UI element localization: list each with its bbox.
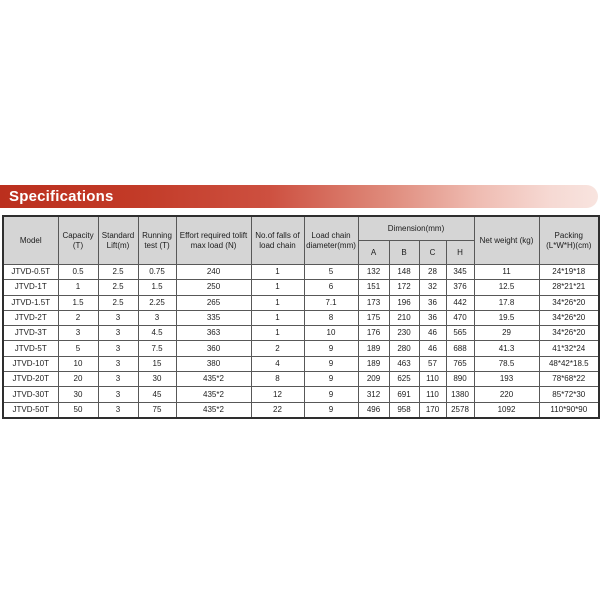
table-cell: 2.25 xyxy=(138,295,176,310)
table-cell: 3 xyxy=(98,372,138,387)
column-header-net-weight: Net weight (kg) xyxy=(474,216,539,265)
column-header-standard-lift: Standard Lift(m) xyxy=(98,216,138,265)
table-cell: 75 xyxy=(138,402,176,418)
table-cell: 3 xyxy=(138,310,176,325)
table-row xyxy=(3,341,599,356)
table-cell: 34*26*20 xyxy=(539,310,599,325)
table-cell: JTVD-2T xyxy=(3,310,58,325)
table-cell: 435*2 xyxy=(176,387,251,402)
table-cell: 463 xyxy=(389,356,419,371)
table-cell: 8 xyxy=(251,372,304,387)
table-cell: JTVD-1T xyxy=(3,280,58,295)
table-cell: 4 xyxy=(251,356,304,371)
column-header-dim-h: H xyxy=(446,241,474,265)
table-cell: 625 xyxy=(389,372,419,387)
table-cell: 1 xyxy=(251,295,304,310)
table-cell: 36 xyxy=(419,295,446,310)
table-cell: 360 xyxy=(176,341,251,356)
table-row xyxy=(3,387,599,402)
table-cell: 3 xyxy=(98,326,138,341)
table-cell: 0.5 xyxy=(58,265,98,280)
table-cell: 5 xyxy=(58,341,98,356)
table-cell: 189 xyxy=(358,341,389,356)
table-cell: 435*2 xyxy=(176,372,251,387)
table-cell: 765 xyxy=(446,356,474,371)
table-cell: 110 xyxy=(419,387,446,402)
table-cell: JTVD-20T xyxy=(3,372,58,387)
table-cell: 1092 xyxy=(474,402,539,418)
table-cell: 173 xyxy=(358,295,389,310)
table-cell: 2.5 xyxy=(98,265,138,280)
table-cell: 11 xyxy=(474,265,539,280)
column-header-capacity: Capacity (T) xyxy=(58,216,98,265)
table-cell: 22 xyxy=(251,402,304,418)
table-cell: 565 xyxy=(446,326,474,341)
table-cell: 6 xyxy=(304,280,358,295)
table-cell: 3 xyxy=(98,356,138,371)
table-cell: 30 xyxy=(138,372,176,387)
table-cell: 78*68*22 xyxy=(539,372,599,387)
column-header-dim-a: A xyxy=(358,241,389,265)
table-cell: 1 xyxy=(251,280,304,295)
table-cell: 46 xyxy=(419,341,446,356)
table-cell: 3 xyxy=(58,326,98,341)
table-cell: 312 xyxy=(358,387,389,402)
table-cell: 78.5 xyxy=(474,356,539,371)
table-cell: 240 xyxy=(176,265,251,280)
table-cell: 28*21*21 xyxy=(539,280,599,295)
table-cell: 10 xyxy=(304,326,358,341)
table-cell: 29 xyxy=(474,326,539,341)
table-cell: 46 xyxy=(419,326,446,341)
table-cell: 470 xyxy=(446,310,474,325)
table-cell: 2.5 xyxy=(98,280,138,295)
table-cell: 958 xyxy=(389,402,419,418)
section-title: Specifications xyxy=(9,188,114,205)
table-cell: 45 xyxy=(138,387,176,402)
table-cell: 1.5 xyxy=(138,280,176,295)
table-cell: 2578 xyxy=(446,402,474,418)
table-cell: 12.5 xyxy=(474,280,539,295)
column-header-dimension: Dimension(mm) xyxy=(358,216,474,241)
table-cell: 1 xyxy=(58,280,98,295)
table-cell: JTVD-10T xyxy=(3,356,58,371)
table-cell: 36 xyxy=(419,310,446,325)
table-cell: 230 xyxy=(389,326,419,341)
column-header-effort: Effort required tolift max load (N) xyxy=(176,216,251,265)
table-cell: 110*90*90 xyxy=(539,402,599,418)
table-cell: 170 xyxy=(419,402,446,418)
table-cell: 210 xyxy=(389,310,419,325)
table-cell: 9 xyxy=(304,402,358,418)
table-cell: 34*26*20 xyxy=(539,326,599,341)
table-cell: 7.5 xyxy=(138,341,176,356)
table-cell: 132 xyxy=(358,265,389,280)
column-header-model: Model xyxy=(3,216,58,265)
column-header-falls: No.of falls of load chain xyxy=(251,216,304,265)
table-cell: 265 xyxy=(176,295,251,310)
specifications-banner xyxy=(0,185,598,208)
table-cell: 50 xyxy=(58,402,98,418)
table-cell: 24*19*18 xyxy=(539,265,599,280)
table-row xyxy=(3,372,599,387)
table-cell: 57 xyxy=(419,356,446,371)
table-cell: 3 xyxy=(98,387,138,402)
table-cell: 688 xyxy=(446,341,474,356)
table-cell: 335 xyxy=(176,310,251,325)
table-cell: 250 xyxy=(176,280,251,295)
table-cell: 1380 xyxy=(446,387,474,402)
table-cell: 1 xyxy=(251,265,304,280)
table-cell: 8 xyxy=(304,310,358,325)
specifications-table xyxy=(2,215,600,419)
table-row xyxy=(3,402,599,418)
table-cell: 176 xyxy=(358,326,389,341)
table-cell: 189 xyxy=(358,356,389,371)
table-cell: 7.1 xyxy=(304,295,358,310)
table-cell: 442 xyxy=(446,295,474,310)
table-cell: 691 xyxy=(389,387,419,402)
table-row xyxy=(3,295,599,310)
table-cell: 5 xyxy=(304,265,358,280)
table-cell: 363 xyxy=(176,326,251,341)
table-row xyxy=(3,326,599,341)
table-cell: 220 xyxy=(474,387,539,402)
table-cell: 12 xyxy=(251,387,304,402)
column-header-packing: Packing (L*W*H)(cm) xyxy=(539,216,599,265)
table-cell: JTVD-3T xyxy=(3,326,58,341)
table-cell: JTVD-50T xyxy=(3,402,58,418)
table-cell: 1 xyxy=(251,310,304,325)
table-cell: 85*72*30 xyxy=(539,387,599,402)
table-cell: 20 xyxy=(58,372,98,387)
table-cell: 110 xyxy=(419,372,446,387)
table-cell: JTVD-1.5T xyxy=(3,295,58,310)
table-cell: 1.5 xyxy=(58,295,98,310)
table-cell: 41.3 xyxy=(474,341,539,356)
column-header-chain-diameter: Load chain diameter(mm) xyxy=(304,216,358,265)
table-body xyxy=(3,265,599,418)
table-cell: 15 xyxy=(138,356,176,371)
column-header-dim-b: B xyxy=(389,241,419,265)
table-cell: 0.75 xyxy=(138,265,176,280)
table-cell: 376 xyxy=(446,280,474,295)
table-cell: 30 xyxy=(58,387,98,402)
table-cell: 151 xyxy=(358,280,389,295)
table-cell: 48*42*18.5 xyxy=(539,356,599,371)
table-cell: 380 xyxy=(176,356,251,371)
table-row xyxy=(3,356,599,371)
table-cell: 3 xyxy=(98,402,138,418)
column-header-running-test: Running test (T) xyxy=(138,216,176,265)
table-cell: 2 xyxy=(58,310,98,325)
table-cell: 9 xyxy=(304,356,358,371)
table-cell: 172 xyxy=(389,280,419,295)
table-cell: 435*2 xyxy=(176,402,251,418)
column-header-dim-c: C xyxy=(419,241,446,265)
table-cell: 196 xyxy=(389,295,419,310)
table-cell: 148 xyxy=(389,265,419,280)
table-cell: 890 xyxy=(446,372,474,387)
table-cell: 175 xyxy=(358,310,389,325)
table-cell: 10 xyxy=(58,356,98,371)
table-row xyxy=(3,310,599,325)
table-cell: 209 xyxy=(358,372,389,387)
table-cell: 193 xyxy=(474,372,539,387)
table-cell: 1 xyxy=(251,326,304,341)
table-cell: JTVD-30T xyxy=(3,387,58,402)
table-cell: 34*26*20 xyxy=(539,295,599,310)
table-header xyxy=(3,216,599,265)
table-cell: 3 xyxy=(98,341,138,356)
table-cell: 4.5 xyxy=(138,326,176,341)
table-row xyxy=(3,265,599,280)
table-cell: 32 xyxy=(419,280,446,295)
table-cell: 280 xyxy=(389,341,419,356)
table-cell: 3 xyxy=(98,310,138,325)
table-cell: 41*32*24 xyxy=(539,341,599,356)
table-cell: 345 xyxy=(446,265,474,280)
table-cell: 2 xyxy=(251,341,304,356)
table-cell: 9 xyxy=(304,387,358,402)
table-cell: 2.5 xyxy=(98,295,138,310)
table-cell: 19.5 xyxy=(474,310,539,325)
table-cell: 496 xyxy=(358,402,389,418)
table-cell: 17.8 xyxy=(474,295,539,310)
table-cell: 9 xyxy=(304,372,358,387)
table-cell: 9 xyxy=(304,341,358,356)
table-row xyxy=(3,280,599,295)
table-cell: JTVD-5T xyxy=(3,341,58,356)
table-cell: 28 xyxy=(419,265,446,280)
table-cell: JTVD-0.5T xyxy=(3,265,58,280)
